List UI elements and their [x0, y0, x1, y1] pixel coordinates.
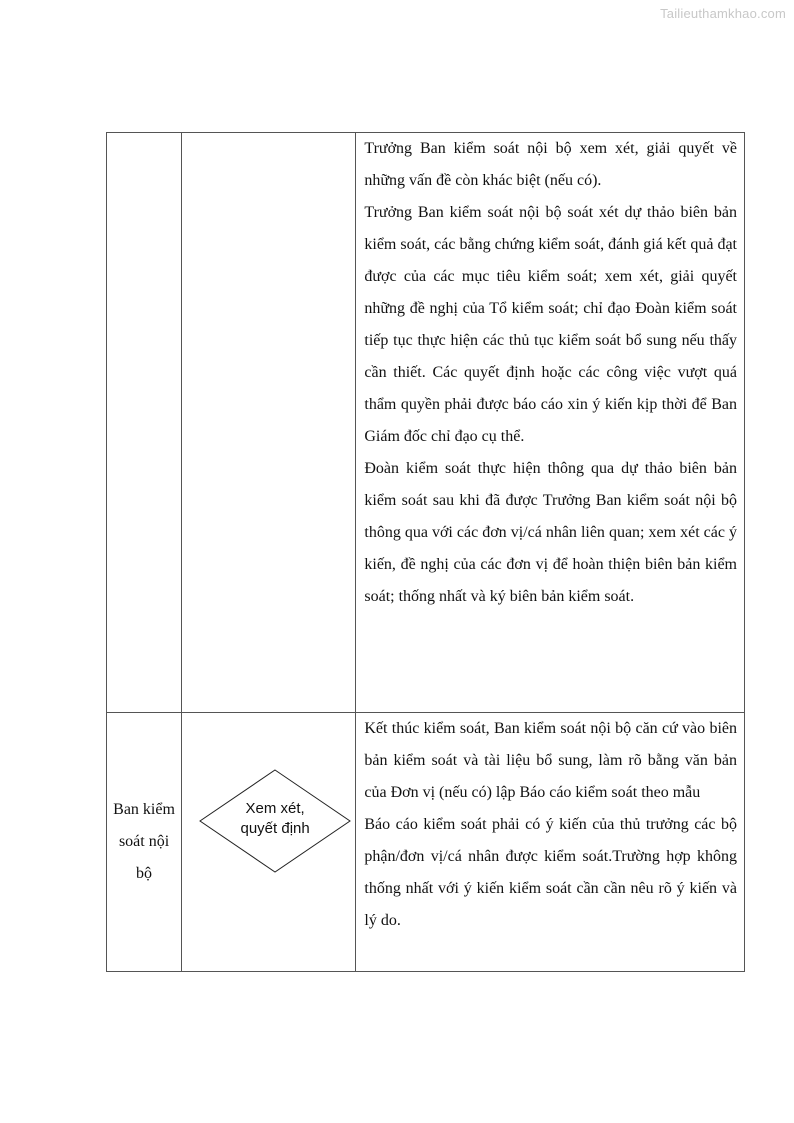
description-cell — [356, 133, 745, 713]
description-paragraph: Trưởng Ban kiểm soát nội bộ soát xét dự thảo biên bản kiểm soát, các bằng chứng kiểm soát, đánh giá kết quả đạt được của các mục tiêu kiểm soát; xem xét, giải quyết những đề nghị của Tổ kiểm soát; chỉ đạo Đoàn kiểm soát tiếp tục thực hiện các thủ tục kiểm soát bổ sung nếu thấy cần thiết. Các quyết định hoặc các công việc vượt quá thẩm quyền phải được báo cáo xin ý kiến kịp thời để Ban Giám đốc chỉ đạo cụ thể. — [364, 204, 737, 445]
description-paragraph: Kết thúc kiểm soát, Ban kiểm soát nội bộ căn cứ vào biên bản kiểm soát và tài liệu bổ sung, làm rõ bằng văn bản của Đơn vị (nếu có) lập Báo cáo kiểm soát theo mẫu — [364, 720, 737, 801]
description-paragraph: Báo cáo kiểm soát phải có ý kiến của thủ trưởng các bộ phận/đơn vị/cá nhân được kiểm soát.Trường hợp không thống nhất với ý kiến kiểm soát cần cần nêu rõ ý kiến và lý do. — [364, 816, 737, 929]
procedure-table — [106, 132, 745, 972]
flow-cell — [182, 713, 356, 972]
actor-cell — [107, 133, 182, 713]
actor-label: Ban kiểm soát nội bộ — [113, 801, 175, 882]
watermark: Tailieuthamkhao.com — [660, 6, 786, 21]
decision-diamond — [199, 769, 351, 873]
table-row — [107, 713, 745, 972]
description-cell — [356, 713, 745, 972]
actor-cell — [107, 713, 182, 972]
flow-cell — [182, 133, 356, 713]
description-paragraph: Đoàn kiểm soát thực hiện thông qua dự thảo biên bản kiểm soát sau khi đã được Trưởng Ban kiểm soát nội bộ thông qua với các đơn vị/cá nhân liên quan; xem xét các ý kiến, đề nghị của các đơn vị để hoàn thiện biên bản kiểm soát; thống nhất và ký biên bản kiểm soát. — [364, 460, 737, 605]
decision-label-line1: Xem xét, — [245, 800, 305, 817]
decision-label-line2: quyết định — [240, 820, 310, 837]
description-paragraph: Trưởng Ban kiểm soát nội bộ xem xét, giải quyết về những vấn đề còn khác biệt (nếu có). — [364, 140, 737, 189]
table-row — [107, 133, 745, 713]
decision-label — [199, 799, 351, 839]
